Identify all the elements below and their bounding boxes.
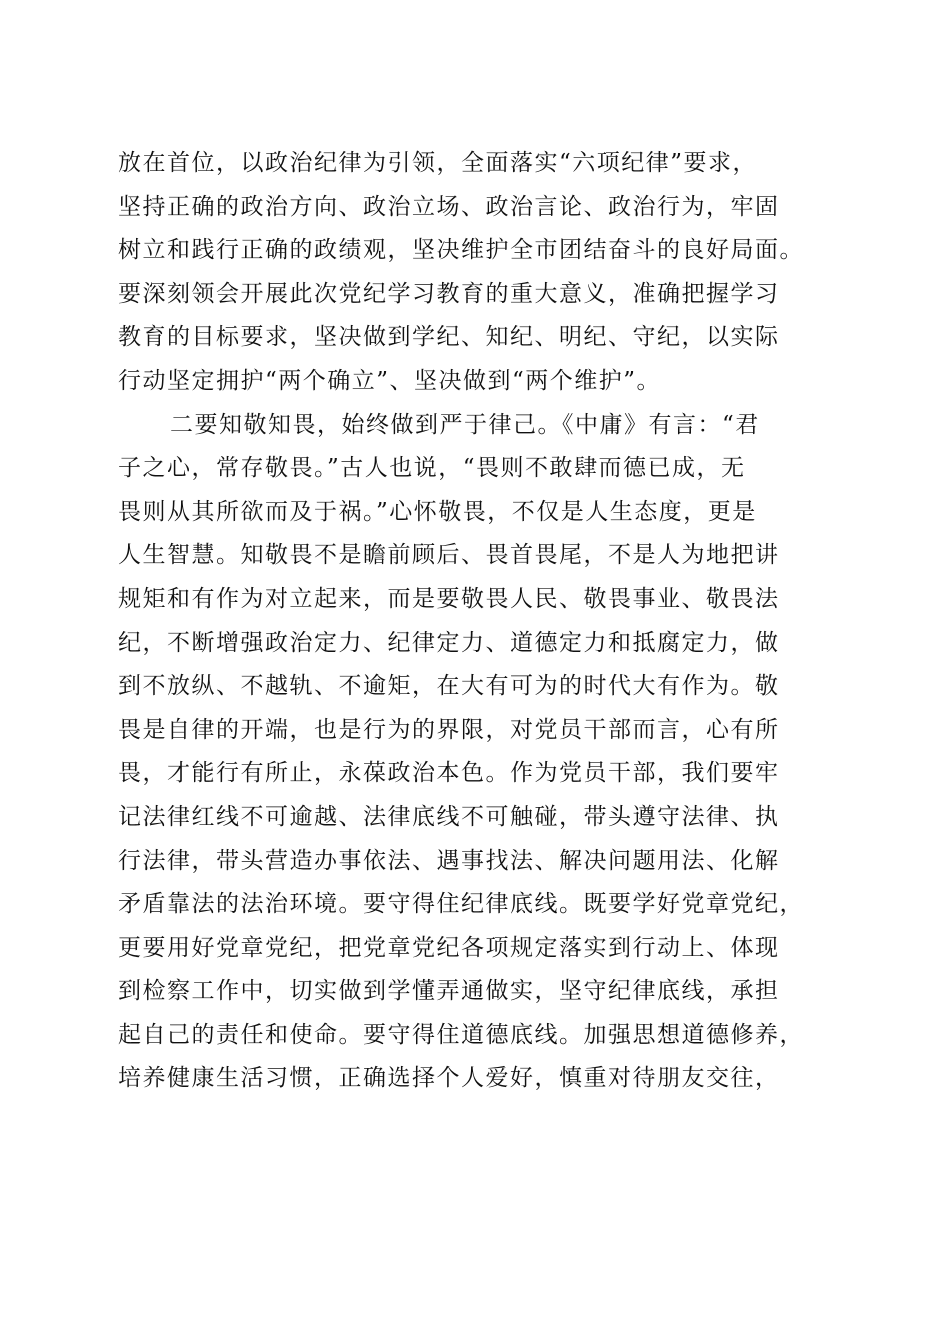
text-line: 记法律红线不可逾越、法律底线不可触碰，带头遵守法律、执 bbox=[118, 803, 780, 830]
text-line: 子之心，常存敬畏。”古人也说，“畏则不敢肆而德已成，无 bbox=[118, 455, 746, 482]
text-line: 行动坚定拥护“两个确立”、坚决做到“两个维护”。 bbox=[118, 367, 662, 394]
text-line: 畏是自律的开端，也是行为的界限，对党员干部而言，心有所 bbox=[118, 716, 780, 743]
text-line: 要深刻领会开展此次党纪学习教育的重大意义，准确把握学习 bbox=[118, 280, 780, 307]
text-line: 放在首位，以政治纪律为引领，全面落实“六项纪律”要求， bbox=[118, 150, 758, 176]
text-line: 人生智慧。知敬畏不是瞻前顾后、畏首畏尾，不是人为地把讲 bbox=[118, 542, 780, 569]
text-line: 教育的目标要求，坚决做到学纪、知纪、明纪、守纪，以实际 bbox=[118, 324, 780, 351]
text-line: 树立和践行正确的政绩观，坚决维护全市团结奋斗的良好局面。 bbox=[118, 237, 804, 264]
text-line: 起自己的责任和使命。要守得住道德底线。加强思想道德修养， bbox=[118, 1021, 804, 1048]
text-line: 到检察工作中，切实做到学懂弄通做实，坚守纪律底线，承担 bbox=[118, 978, 780, 1005]
text-line: 矛盾靠法的法治环境。要守得住纪律底线。既要学好党章党纪， bbox=[118, 891, 804, 918]
text-line: 培养健康生活习惯，正确选择个人爱好，慎重对待朋友交往， bbox=[118, 1065, 780, 1092]
text-line: 行法律，带头营造办事依法、遇事找法、解决问题用法、化解 bbox=[118, 847, 780, 874]
text-line: 规矩和有作为对立起来，而是要敬畏人民、敬畏事业、敬畏法 bbox=[118, 585, 780, 612]
text-line: 坚持正确的政治方向、政治立场、政治言论、政治行为，牢固 bbox=[118, 193, 780, 220]
body-text bbox=[118, 142, 848, 1101]
text-line: 畏，才能行有所止，永葆政治本色。作为党员干部，我们要牢 bbox=[118, 760, 780, 787]
paragraph-first-line: 二要知敬知畏，始终做到严于律己。《中庸》有言：“君 bbox=[170, 411, 760, 438]
text-line: 纪，不断增强政治定力、纪律定力、道德定力和抵腐定力，做 bbox=[118, 629, 780, 656]
text-line: 更要用好党章党纪，把党章党纪各项规定落实到行动上、体现 bbox=[118, 934, 780, 961]
text-line: 畏则从其所欲而及于祸。”心怀敬畏，不仅是人生态度，更是 bbox=[118, 498, 757, 525]
text-line: 到不放纵、不越轨、不逾矩，在大有可为的时代大有作为。敬 bbox=[118, 673, 780, 700]
